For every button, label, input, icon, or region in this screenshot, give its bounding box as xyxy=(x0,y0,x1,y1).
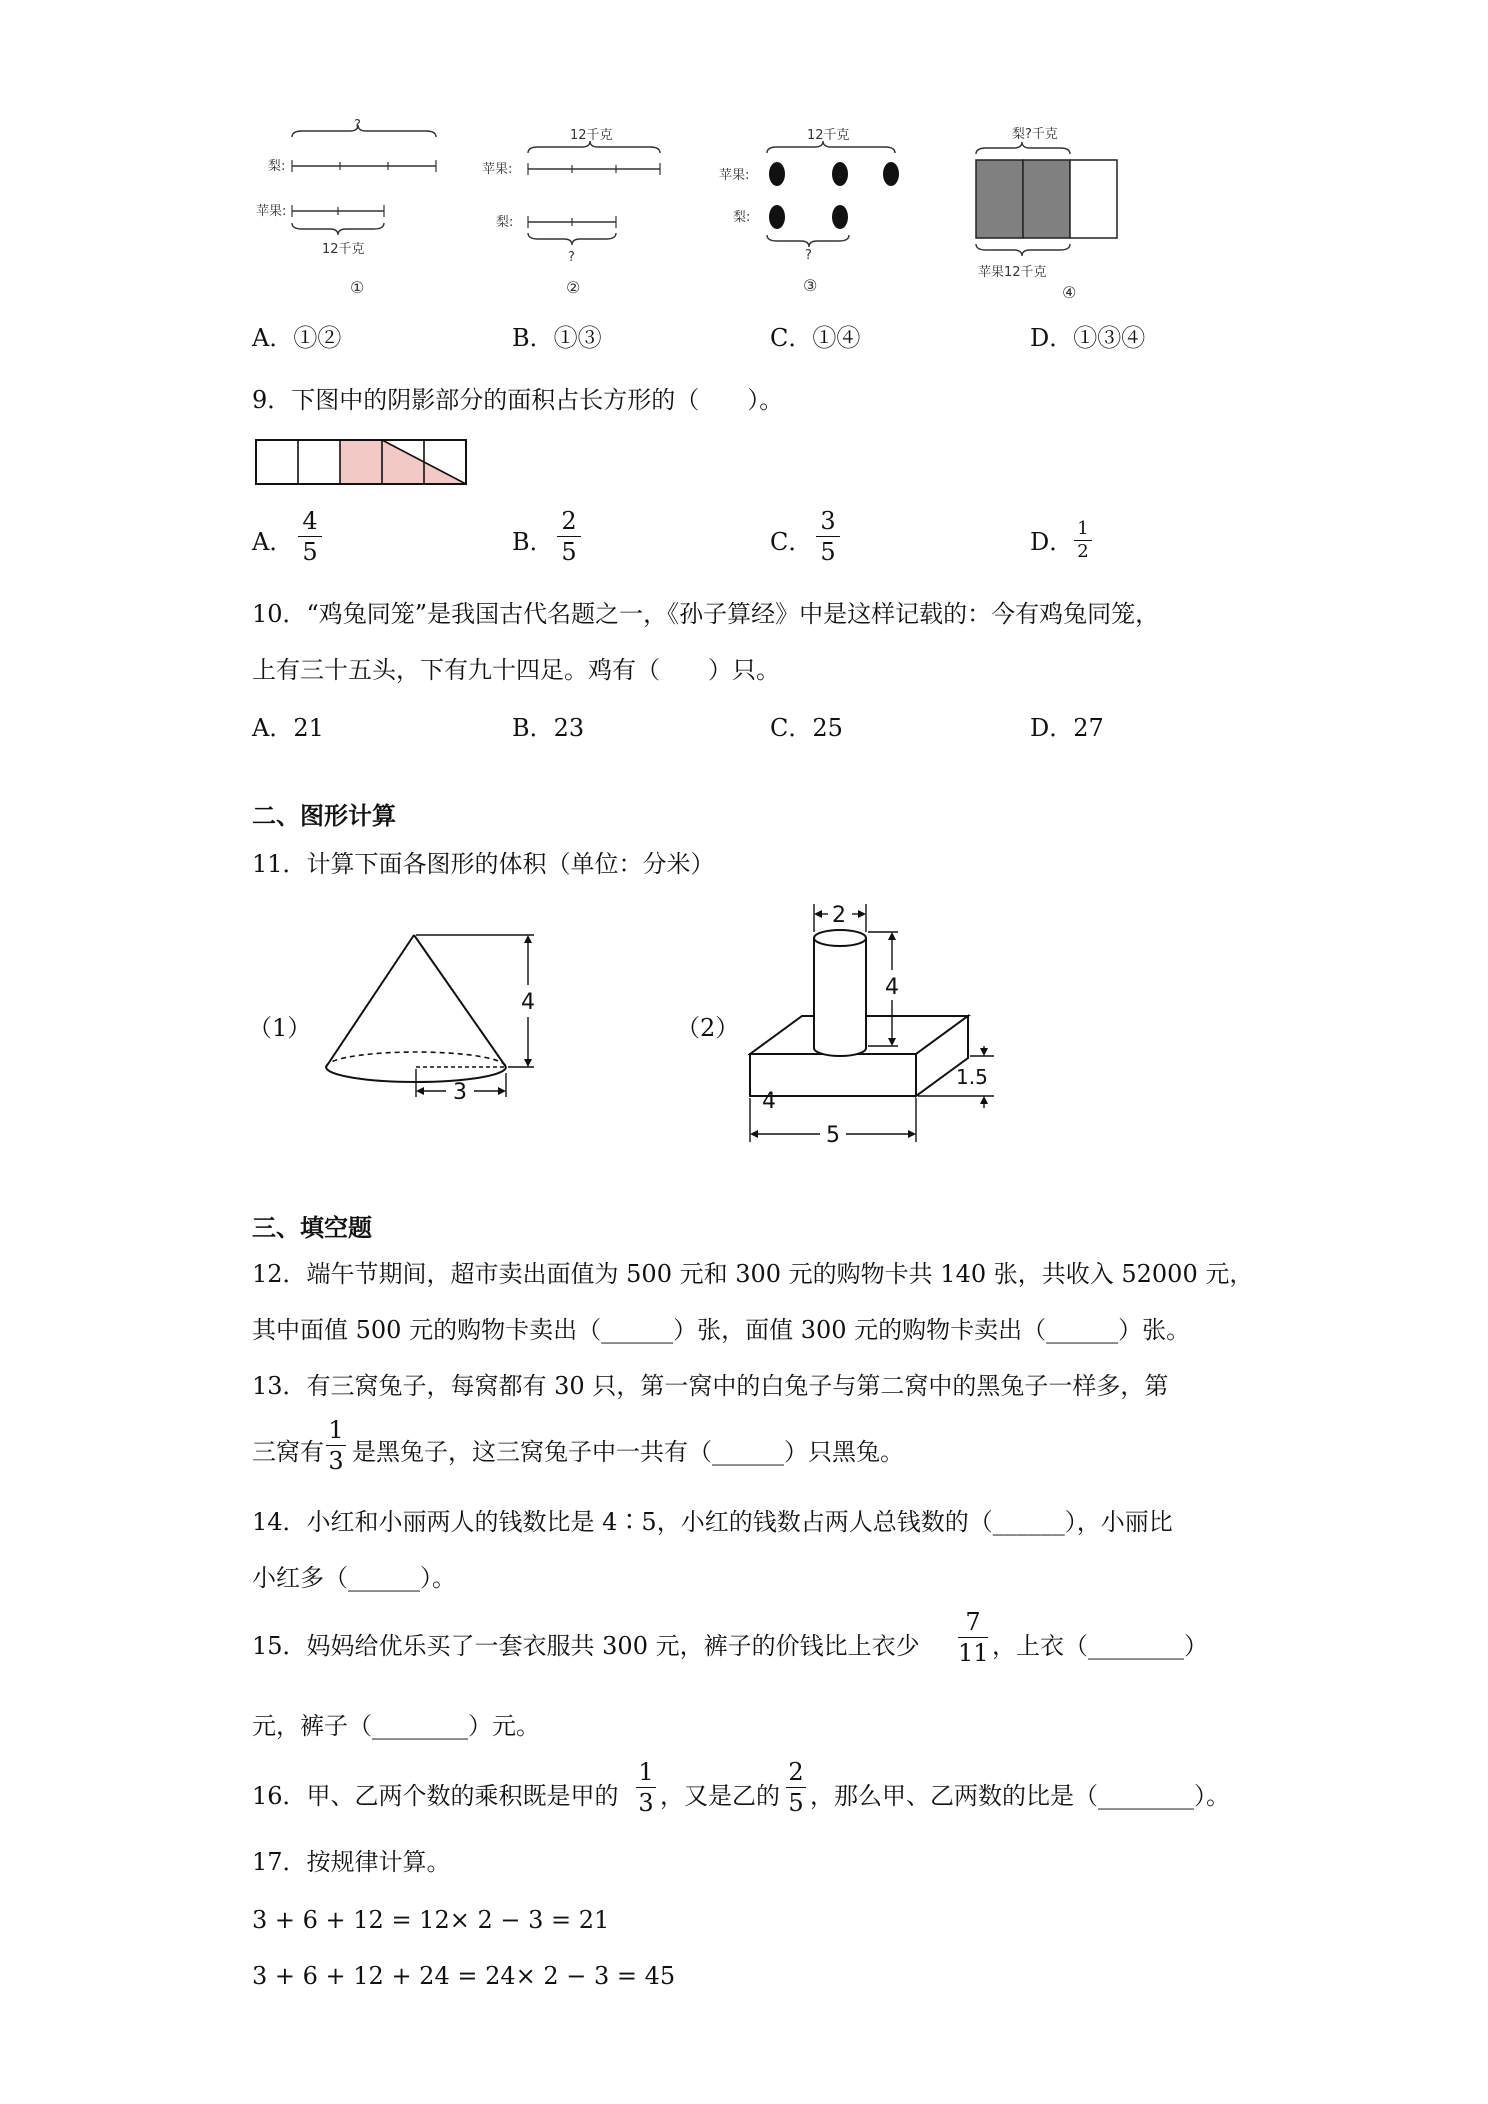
fig3-pear-label: 梨: xyxy=(733,210,751,225)
fraction-denominator: 3 xyxy=(328,1447,344,1475)
fraction-denominator: 3 xyxy=(638,1789,654,1817)
cone-radius-label: 3 xyxy=(453,1080,467,1105)
q10-option-c-letter: C． xyxy=(770,714,813,742)
q11-label-1: （1） xyxy=(248,1014,312,1042)
box-height-label: 1.5 xyxy=(956,1065,988,1089)
q16-post: ，那么甲、乙两数的比是（________）。 xyxy=(810,1782,1230,1810)
q10-option-b-text: 23 xyxy=(553,714,585,742)
q8-option-b-text: ①③ xyxy=(553,324,602,352)
q13-fraction xyxy=(326,1416,346,1475)
q9-rectangle-diagram xyxy=(254,438,474,490)
q15-fraction xyxy=(958,1608,988,1667)
fig2-number: ② xyxy=(566,278,581,297)
q8-option-b[interactable] xyxy=(512,322,602,354)
cylinder-diameter-label: 2 xyxy=(832,903,846,928)
q10-option-a[interactable] xyxy=(252,712,324,744)
q8-option-c[interactable] xyxy=(770,322,860,354)
q8-figure-1-diagram xyxy=(250,115,440,305)
q8-option-a[interactable] xyxy=(252,322,341,354)
q17-equation-2: 3 + 6 + 12 + 24 = 24× 2 − 3 = 45 xyxy=(252,1962,676,1990)
fig2-question-mark: ? xyxy=(568,250,575,265)
fig1-number: ① xyxy=(350,278,365,297)
q9-rectangle-figure xyxy=(254,438,474,490)
q8-option-a-text: ①② xyxy=(293,324,342,352)
q10-option-d-letter: D． xyxy=(1030,714,1074,742)
q11-cone-diagram xyxy=(316,925,556,1115)
q8-figure-1 xyxy=(250,115,440,305)
q16-mid: ，又是乙的 xyxy=(660,1782,780,1810)
fraction-bar xyxy=(636,1787,656,1788)
fraction-numerator: 2 xyxy=(561,507,577,535)
q9-shaded-square xyxy=(340,440,382,484)
q8-figure-3 xyxy=(715,125,915,305)
cylinder-height-label: 4 xyxy=(885,975,899,1000)
q8-option-c-text: ①④ xyxy=(812,324,861,352)
fraction-numerator: 7 xyxy=(965,1608,981,1636)
fig2-pear-label: 梨: xyxy=(496,215,514,230)
q16-fraction-1 xyxy=(636,1758,656,1817)
q10-option-c-text: 25 xyxy=(812,714,843,742)
q16-fraction-2 xyxy=(786,1758,806,1817)
cone-height-label: 4 xyxy=(521,990,535,1015)
q8-option-d[interactable] xyxy=(1030,322,1145,354)
q17-equation-1: 3 + 6 + 12 = 12× 2 − 3 = 21 xyxy=(252,1906,610,1934)
q8-option-d-letter: D． xyxy=(1030,324,1074,352)
q13-line1: 13．有三窝兔子，每窝都有 30 只，第一窝中的白兔子与第二窝中的黑兔子一样多，第 xyxy=(252,1372,1169,1400)
box-width-label: 4 xyxy=(762,1089,776,1114)
q13-line2-pre: 三窝有 xyxy=(252,1438,324,1466)
q8-figure-4-diagram xyxy=(960,120,1140,310)
fraction-bar xyxy=(298,536,322,537)
q9-option-b-letter[interactable]: B． xyxy=(512,528,554,556)
fraction-bar xyxy=(958,1637,988,1638)
fig3-apple-label: 苹果: xyxy=(719,168,750,183)
fig3-weight-label: 12千克 xyxy=(807,128,850,143)
q15-line1-pre: 15．妈妈给优乐买了一套衣服共 300 元，裤子的价钱比上衣少 xyxy=(252,1632,920,1660)
q11-label-2: （2） xyxy=(676,1014,740,1042)
fraction-denominator: 2 xyxy=(1077,541,1089,562)
section-2-title: 二、图形计算 xyxy=(252,801,396,830)
fraction-bar xyxy=(786,1787,806,1788)
q8-figure-2 xyxy=(478,125,678,305)
fraction-bar xyxy=(557,536,581,537)
q11-cone-figure xyxy=(316,925,556,1115)
fraction-numerator: 4 xyxy=(302,507,318,535)
fraction-numerator: 1 xyxy=(328,1416,344,1444)
q9-option-a-fraction xyxy=(298,507,322,566)
q11-stem: 11．计算下面各图形的体积（单位：分米） xyxy=(252,850,715,878)
fig3-question-mark: ? xyxy=(805,248,812,263)
q8-figure-4 xyxy=(960,120,1140,310)
q10-option-b-letter: B． xyxy=(512,714,554,742)
q9-option-a-letter[interactable]: A． xyxy=(252,528,294,556)
fraction-bar xyxy=(326,1445,346,1446)
q8-option-b-letter: B． xyxy=(512,324,554,352)
fig1-apple-label: 苹果: xyxy=(256,204,287,219)
q14-line1: 14．小红和小丽两人的钱数比是 4∶5，小红的钱数占两人总钱数的（______），小丽比 xyxy=(252,1508,1173,1536)
q15-line1-post: ，上衣（________） xyxy=(992,1632,1208,1660)
q8-option-a-letter: A． xyxy=(252,324,294,352)
q9-option-c-fraction xyxy=(816,507,840,566)
section-3-title: 三、填空题 xyxy=(252,1213,372,1242)
fig2-weight-label: 12千克 xyxy=(570,128,613,143)
fig1-weight-label: 12千克 xyxy=(322,242,365,257)
q10-option-d-text: 27 xyxy=(1073,714,1104,742)
q11-composite-solid-figure xyxy=(748,898,1008,1158)
q9-option-c-letter[interactable]: C． xyxy=(770,528,813,556)
fraction-denominator: 5 xyxy=(302,538,318,566)
q16-pre: 16．甲、乙两个数的乘积既是甲的 xyxy=(252,1782,619,1810)
fraction-numerator: 1 xyxy=(638,1758,654,1786)
fraction-denominator: 5 xyxy=(561,538,577,566)
q8-figure-2-diagram xyxy=(478,125,678,305)
q9-option-d-letter[interactable]: D． xyxy=(1030,528,1074,556)
fraction-bar xyxy=(816,536,840,537)
fig4-number: ④ xyxy=(1062,283,1077,302)
q8-figure-3-diagram xyxy=(715,125,915,305)
fraction-denominator: 5 xyxy=(820,538,836,566)
q10-stem-line2: 上有三十五头，下有九十四足。鸡有（ ）只。 xyxy=(252,656,780,684)
q11-composite-solid-diagram xyxy=(748,898,1008,1158)
fraction-numerator: 1 xyxy=(1077,518,1089,539)
fig4-top-label: 梨?千克 xyxy=(1012,127,1058,142)
q13-line2-post: 是黑兔子，这三窝兔子中一共有（______）只黑兔。 xyxy=(352,1438,904,1466)
q12-line1: 12．端午节期间，超市卖出面值为 500 元和 300 元的购物卡共 140 张，共收入 52000 元， xyxy=(252,1260,1254,1288)
fraction-denominator: 5 xyxy=(788,1789,804,1817)
q9-option-d-fraction xyxy=(1074,519,1092,562)
q10-option-d[interactable] xyxy=(1030,712,1104,744)
fraction-numerator: 3 xyxy=(820,507,836,535)
q10-option-c[interactable] xyxy=(770,712,843,744)
q10-option-a-letter: A． xyxy=(252,714,294,742)
q15-line2: 元，裤子（________）元。 xyxy=(252,1712,540,1740)
q8-option-d-text: ①③④ xyxy=(1073,324,1146,352)
q12-line2: 其中面值 500 元的购物卡卖出（______）张，面值 300 元的购物卡卖出（______）张。 xyxy=(252,1316,1191,1344)
q17-stem: 17．按规律计算。 xyxy=(252,1848,451,1876)
fraction-denominator: 11 xyxy=(958,1639,989,1667)
q8-option-c-letter: C． xyxy=(770,324,813,352)
fig2-apple-label: 苹果: xyxy=(482,162,513,177)
fig1-question-mark: ? xyxy=(354,118,361,133)
q14-line2: 小红多（______）。 xyxy=(252,1564,456,1592)
q9-option-b-fraction xyxy=(557,507,581,566)
q10-stem-line1: 10．“鸡兔同笼”是我国古代名题之一，《孙子算经》中是这样记载的：今有鸡兔同笼， xyxy=(252,600,1160,628)
q9-stem: 9．下图中的阴影部分的面积占长方形的（ ）。 xyxy=(252,386,784,414)
fig3-number: ③ xyxy=(803,276,818,295)
box-length-label: 5 xyxy=(826,1123,840,1148)
q10-option-b[interactable] xyxy=(512,712,584,744)
q10-option-a-text: 21 xyxy=(293,714,324,742)
fig1-pear-label: 梨: xyxy=(268,159,286,174)
fraction-numerator: 2 xyxy=(788,1758,804,1786)
fig4-bottom-label: 苹果12千克 xyxy=(978,265,1047,280)
